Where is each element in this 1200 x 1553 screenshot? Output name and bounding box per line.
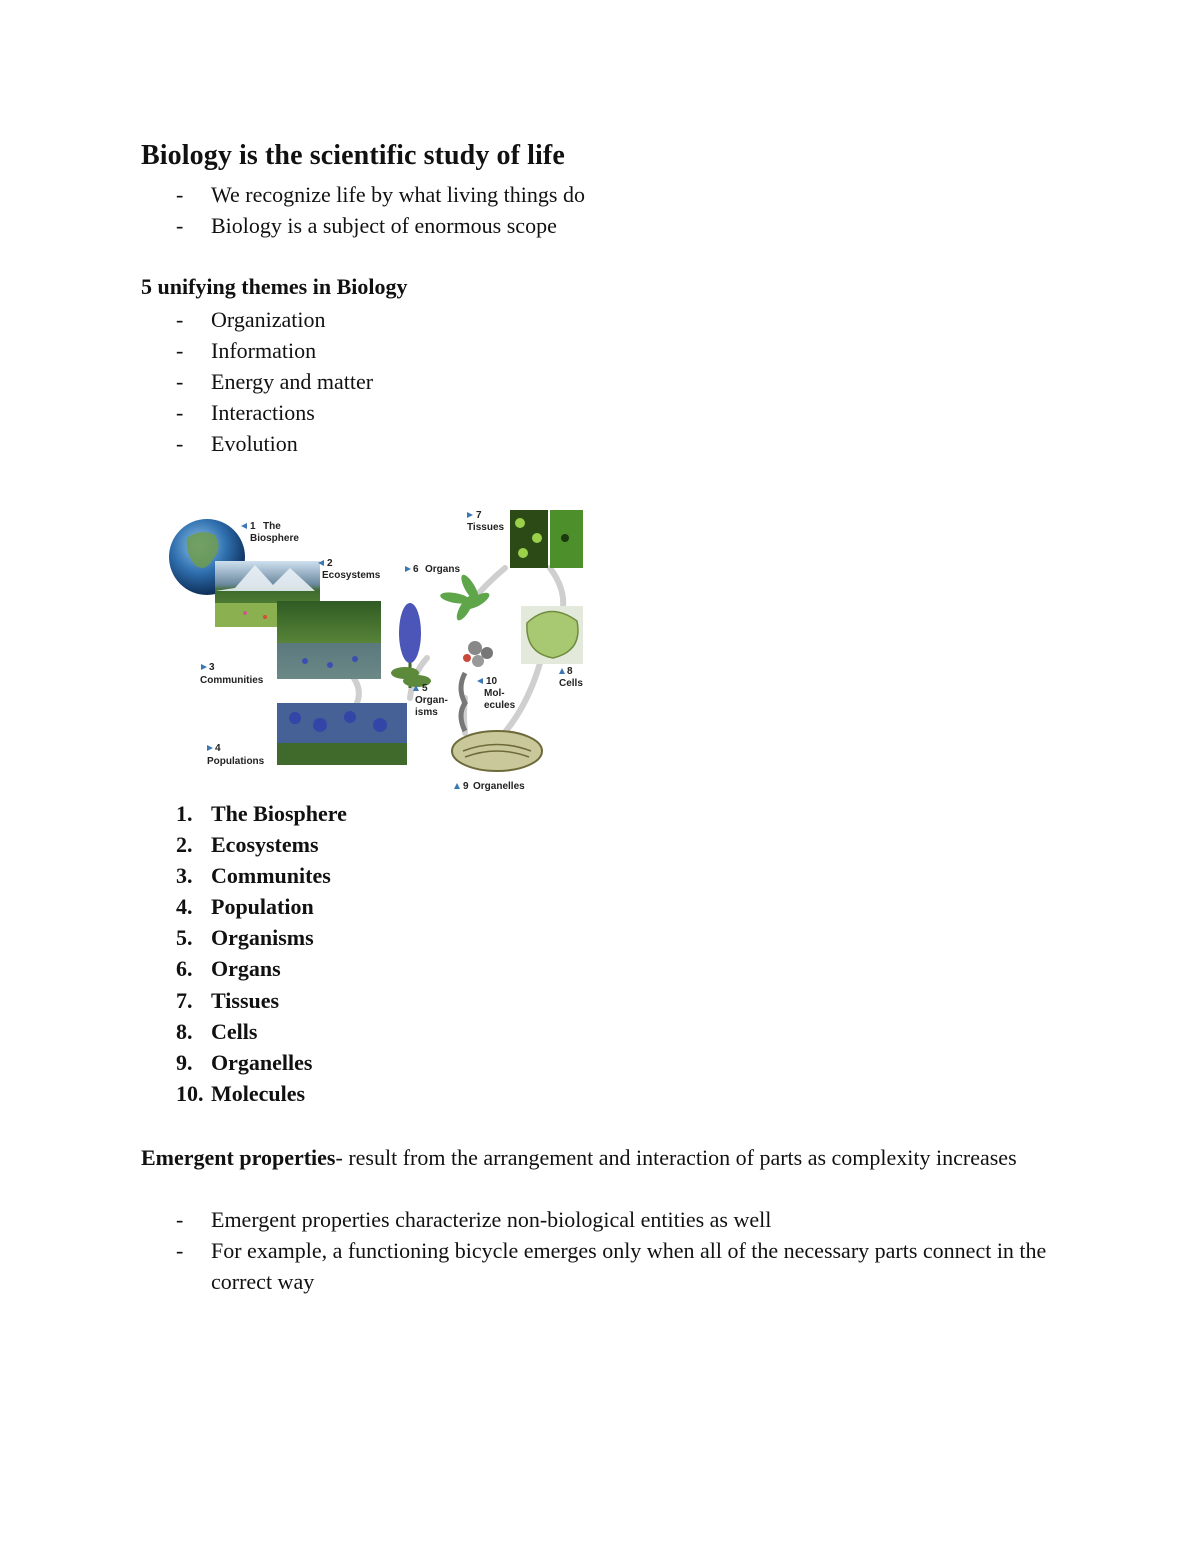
label-ecosystems-num: 2 [327, 558, 333, 569]
list-item [141, 1235, 1051, 1297]
list-item [141, 860, 347, 891]
emergent-properties-paragraph [141, 1142, 1021, 1173]
emergent-bullet-list [141, 1204, 1047, 1297]
list-item [141, 397, 373, 428]
bullet-dash: - [176, 431, 184, 456]
theme-text: Organization [211, 307, 326, 332]
level-number: 8. [176, 1018, 193, 1044]
list-item [141, 179, 585, 210]
level-label: Ecosystems [211, 832, 319, 858]
list-item [141, 953, 347, 984]
intro-bullet-list [141, 179, 585, 241]
label-molecules-num: 10 [486, 676, 498, 687]
list-item [141, 922, 347, 953]
level-number: 10. [176, 1080, 204, 1106]
label-communities-num: 3 [209, 662, 215, 673]
level-number: 2. [176, 832, 193, 858]
emergent-term: Emergent properties [141, 1145, 336, 1170]
level-number: 1. [176, 801, 193, 826]
levels-list [141, 798, 347, 1109]
label-organs: Organs [425, 564, 461, 575]
label-organisms-num: 5 [422, 683, 428, 694]
figure-illustration [165, 493, 615, 793]
level-label: Molecules [211, 1080, 306, 1106]
bullet-text: Emergent properties characterize non-biological entities as well [211, 1207, 772, 1232]
level-number: 9. [176, 1049, 193, 1075]
level-label: The Biosphere [211, 801, 347, 826]
level-number: 7. [176, 987, 193, 1013]
list-item [141, 829, 347, 860]
level-number: 5. [176, 925, 193, 951]
list-item [141, 335, 373, 366]
label-molecules-a: Mol- [484, 688, 505, 699]
list-item [141, 428, 373, 459]
label-biosphere-num: 1 [250, 521, 256, 532]
level-number: 6. [176, 956, 193, 982]
list-item [141, 1047, 347, 1078]
levels-of-organization-figure [165, 493, 615, 793]
label-organisms-a: Organ- [415, 695, 448, 706]
level-label: Tissues [211, 987, 280, 1013]
label-biosphere-a: The [263, 521, 281, 532]
label-cells-num: 8 [567, 666, 573, 677]
population-photo [277, 703, 407, 765]
level-label: Organs [211, 956, 281, 982]
bullet-dash: - [176, 369, 184, 394]
level-label: Organisms [211, 925, 314, 951]
organism-plant [391, 603, 431, 688]
theme-text: Energy and matter [211, 369, 374, 394]
label-biosphere-b: Biosphere [250, 533, 299, 544]
list-item [141, 1078, 347, 1109]
emergent-definition: - result from the arrangement and interaction of parts as complexity increases [335, 1145, 1017, 1170]
label-populations-num: 4 [215, 743, 221, 754]
label-communities: Communities [200, 675, 264, 686]
community-photo [277, 601, 381, 679]
theme-text: Information [211, 338, 317, 363]
label-organelles: Organelles [473, 781, 525, 792]
bullet-dash: - [176, 1207, 184, 1232]
label-tissues-num: 7 [476, 510, 482, 521]
page-title: Biology is the scientific study of life [141, 140, 565, 171]
label-organs-num: 6 [413, 564, 419, 575]
level-label: Population [211, 894, 314, 920]
tissue-micrographs [510, 510, 583, 568]
bullet-text: For example, a functioning bicycle emerges only when all of the necessary parts connect in the correct way [211, 1238, 1047, 1294]
label-cells: Cells [559, 678, 583, 689]
level-number: 4. [176, 894, 193, 920]
bullet-text: We recognize life by what living things do [211, 182, 585, 207]
themes-heading: 5 unifying themes in Biology [141, 274, 408, 299]
label-organisms-b: isms [415, 707, 438, 718]
bullet-dash: - [176, 400, 184, 425]
label-organelles-num: 9 [463, 781, 469, 792]
bullet-dash: - [176, 338, 184, 363]
list-item [141, 1204, 1041, 1235]
level-label: Communites [211, 863, 331, 889]
bullet-dash: - [176, 1238, 184, 1263]
list-item [141, 891, 347, 922]
list-item [141, 366, 373, 397]
list-item [141, 1016, 347, 1047]
label-tissues: Tissues [467, 522, 505, 533]
level-number: 3. [176, 863, 193, 889]
bullet-dash: - [176, 213, 184, 238]
themes-list [141, 304, 373, 459]
label-populations: Populations [207, 756, 265, 767]
bullet-dash: - [176, 182, 184, 207]
level-label: Cells [211, 1018, 258, 1044]
organ-leaf [439, 573, 491, 623]
theme-text: Evolution [211, 431, 298, 456]
list-item [141, 985, 347, 1016]
organelle-chloroplast [452, 731, 542, 771]
theme-text: Interactions [211, 400, 315, 425]
level-label: Organelles [211, 1049, 313, 1075]
bullet-dash: - [176, 307, 184, 332]
cell-micrograph [521, 606, 583, 664]
bullet-text: Biology is a subject of enormous scope [211, 213, 557, 238]
label-molecules-b: ecules [484, 700, 516, 711]
label-ecosystems: Ecosystems [322, 570, 381, 581]
list-item [141, 304, 373, 335]
list-item [141, 210, 585, 241]
list-item [141, 798, 347, 829]
